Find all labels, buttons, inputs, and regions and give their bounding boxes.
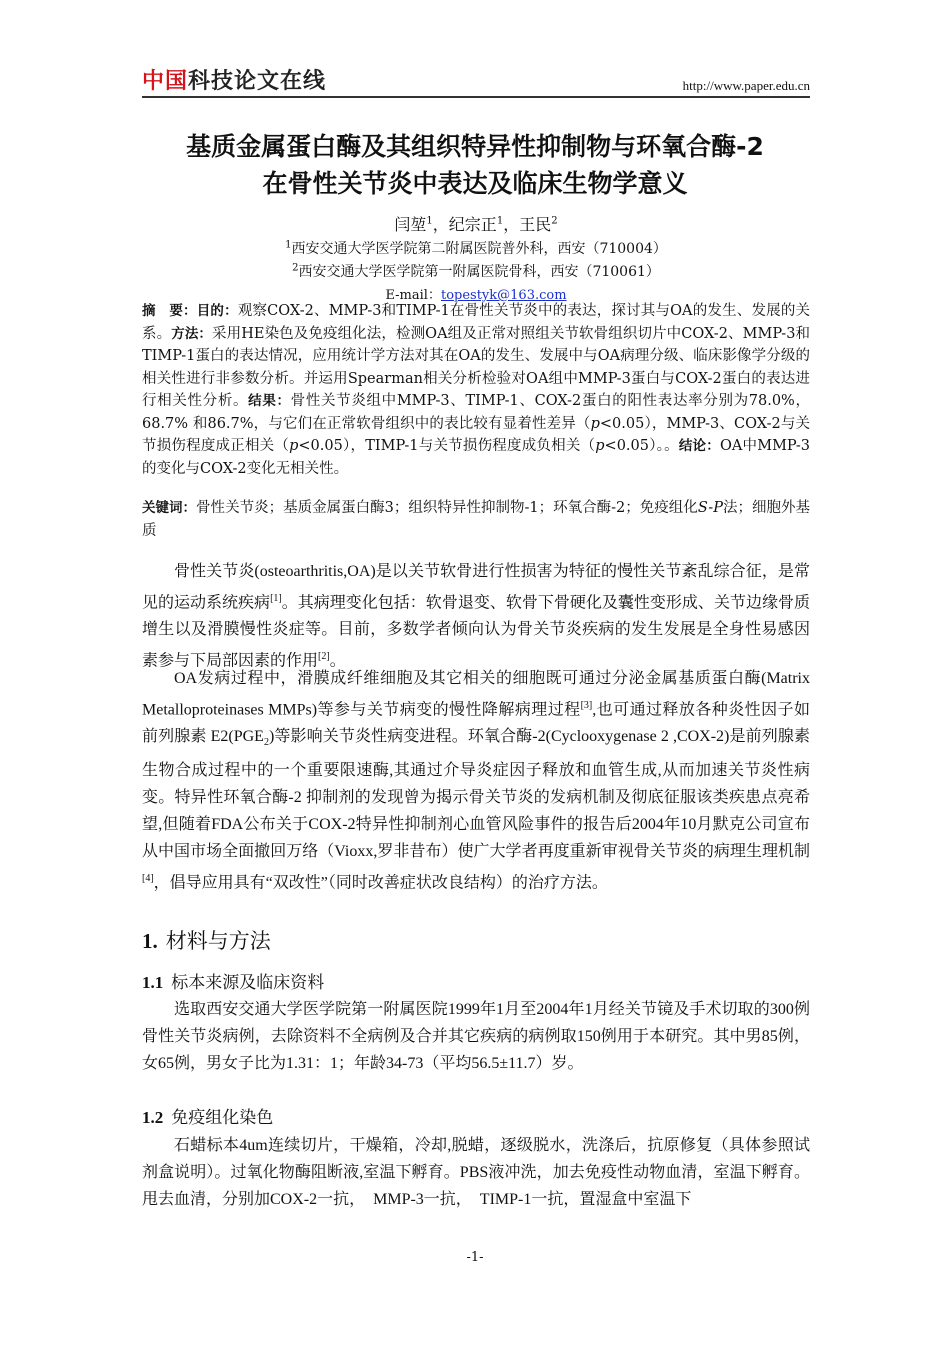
abstract-result: <0.05），TIMP-1与关节损伤程度成负相关（: [298, 438, 596, 454]
author-list: [142, 212, 810, 235]
site-logo[interactable]: [142, 64, 326, 95]
section-title: 材料与方法: [165, 929, 271, 953]
abstract-result-label: 结果：: [248, 393, 291, 409]
abstract-method-label: 方法：: [171, 325, 213, 342]
abstract-purpose: 观察COX-2、MMP-3和TIMP-1在骨性关节炎中的表达，探讨其与OA的发生、发展的关系。: [142, 303, 811, 342]
paragraph-text: ,也可通过释放各种炎性因子如前列腺素 E2(PGE: [142, 701, 810, 746]
paper-title: [100, 128, 850, 202]
subsection-heading-1-2: [142, 1103, 273, 1128]
subsection-title: 标本来源及临床资料: [171, 973, 325, 992]
author-separator: ，: [503, 215, 520, 234]
page-header: [142, 62, 810, 96]
paragraph-text: )等影响关节炎性病变进程。环氧合酶-2(Cyclooxygenase 2 ,COX-2)是前列腺素生物合成过程中的一个重要限速酶,其通过介导炎症因子释放和血管生成,从而加速关节炎性病变。特异性环氧合酶-2 抑制剂的发现曾为揭示骨关节炎的发病机制及彻底征服该类疾患点亮希望,但随着FDA公布关于COX-2特异性抑制剂心血管风险事件的报告后2004年10月默克公司宣布从中国市场全面撤回万络（Vioxx,罗非昔布）使广大学者再度重新审视骨关节炎的病理生理机制: [142, 728, 810, 860]
header-url[interactable]: http://www.paper.edu.cn: [682, 78, 810, 93]
abstract-result: <0.05）。。: [604, 438, 679, 454]
keywords-text: 骨性关节炎；基质金属蛋白酶3；组织特异性抑制物-1；环氧合酶-2；免疫组化: [196, 500, 698, 516]
subsection-heading-1-1: [142, 968, 324, 993]
author-1: 闫堃: [394, 215, 427, 234]
affiliation-2-text: 西安交通大学医学院第一附属医院骨科，西安（710061）: [298, 264, 660, 280]
intro-paragraph-1: [142, 558, 810, 675]
paragraph-text: ，倡导应用具有“双改性”（同时改善症状改良结构）的治疗方法。: [153, 873, 608, 891]
keywords-label: 关键词：: [142, 500, 197, 516]
paragraph-text: 。其病理变化包括：软骨退变、软骨下骨硬化及囊性变形成、关节边缘骨质增生以及滑膜慢性炎症等。目前，多数学者倾向认为骨关节炎疾病的发生发展是全身性易感因素参与下局部因素的作用: [142, 594, 810, 670]
author-2-affiliation: 1: [496, 215, 504, 227]
subsection-number: 1.2: [142, 1108, 164, 1127]
author-3-affiliation: 2: [551, 215, 558, 227]
abstract-method: 采用HE染色及免疫组化法，检测OA组及正常对照组关节软骨组织切片中COX-2、MMP-3和TIMP-1蛋白的表达情况，应用统计学方法对其在OA的发生、发展中与OA病理分级、临床影像学分级的相关性进行非参数分析。并运用Spearman相关分析检验对OA组中MMP-3蛋白与COX-2蛋白的表达进行相关性分析。: [142, 325, 811, 409]
affiliation-2: [142, 261, 810, 281]
logo-dark-text: 科技论文在线: [188, 69, 327, 94]
header-rule: [142, 96, 810, 98]
abstract-conclusion-label: 结论：: [678, 438, 720, 454]
affiliation-2-mark: 2: [292, 262, 299, 274]
abstract: [142, 300, 810, 480]
page-number: -1-: [466, 1250, 484, 1265]
affiliation-1-text: 西安交通大学医学院第二附属医院普外科，西安（710004）: [291, 241, 667, 257]
abstract-conclusion: OA中MMP-3的变化与COX-2变化无相关性。: [142, 438, 811, 477]
title-line-1: 基质金属蛋白酶及其组织特异性抑制物与环氧合酶-2: [186, 132, 764, 161]
abstract-label: 摘 要：: [142, 303, 197, 319]
title-line-2: 在骨性关节炎中表达及临床生物学意义: [262, 169, 688, 198]
affiliation-1-mark: 1: [285, 239, 292, 251]
p-value-symbol: p: [289, 438, 299, 454]
section-heading-1: [142, 925, 271, 955]
methods-paragraph-1: 选取西安交通大学医学院第一附属医院1999年1月至2004年1月经关节镜及手术切取的300例骨性关节炎病例，去除资料不全病例及合并其它疾病的病例取150例用于本研究。其中男85例，女65例，男女子比为1.31：1；年龄34-73（平均56.5±11.7）岁。: [142, 1001, 810, 1072]
citation-1[interactable]: [1]: [270, 593, 282, 604]
p-value-symbol: p: [595, 438, 605, 454]
author-2: 纪宗正: [448, 215, 497, 234]
paragraph-text: 骨性关节炎(osteoarthritis,OA)是以关节软骨进行性损害为特征的慢性关节紊乱综合征，是常见的运动系统疾病: [142, 563, 810, 612]
email-link[interactable]: topestyk@163.com: [440, 288, 567, 303]
logo-red-text: 中国: [142, 69, 189, 94]
p-value-symbol: p: [590, 415, 600, 432]
author-3: 王民: [519, 215, 552, 234]
subsection-number: 1.1: [142, 973, 164, 992]
citation-3[interactable]: [3]: [580, 700, 593, 711]
author-1-affiliation: 1: [426, 215, 433, 227]
keywords-text-2: 法；细胞外基质: [142, 500, 811, 539]
abstract-result: <0.05），MMP-3、COX-2与关节损伤程度成正相关（: [142, 415, 811, 454]
abstract-purpose-label: 目的：: [196, 303, 238, 319]
paragraph-text: OA发病过程中，滑膜成纤维细胞及其它相关的细胞既可通过分泌金属基质蛋白酶(Matrix Metalloproteinases MMPs)等参与关节病变的慢性降解病理过程: [142, 670, 810, 719]
section-number: 1.: [142, 929, 158, 953]
author-separator: ，: [432, 215, 449, 234]
paragraph-text: 。: [329, 652, 346, 670]
keywords: [142, 497, 810, 542]
affiliation-1: [142, 238, 810, 258]
email-label: E-mail：: [385, 288, 441, 303]
subscript-2: 2: [263, 737, 269, 749]
methods-paragraph-2: 石蜡标本4um连续切片，干燥箱，冷却,脱蜡，逐级脱水，洗涤后，抗原修复（具体参照试剂盒说明）。过氧化物酶阻断液,室温下孵育。PBS液冲洗，加去免疫性动物血清，室温下孵育。甩去血清，分别加COX-2一抗， MMP-3一抗， TIMP-1一抗，置湿盒中室温下: [142, 1137, 810, 1208]
citation-4[interactable]: [4]: [142, 872, 154, 884]
keywords-sp: S-P: [697, 500, 723, 516]
abstract-result: 骨性关节炎组中MMP-3、TIMP-1、COX-2蛋白的阳性表达率分别为78.0%，68.7% 和86.7%，与它们在正常软骨组织中的表比较有显着性差异（: [142, 393, 810, 432]
intro-paragraph-2: [142, 665, 810, 896]
citation-2[interactable]: [2]: [318, 651, 330, 663]
subsection-title: 免疫组化染色: [171, 1108, 274, 1127]
